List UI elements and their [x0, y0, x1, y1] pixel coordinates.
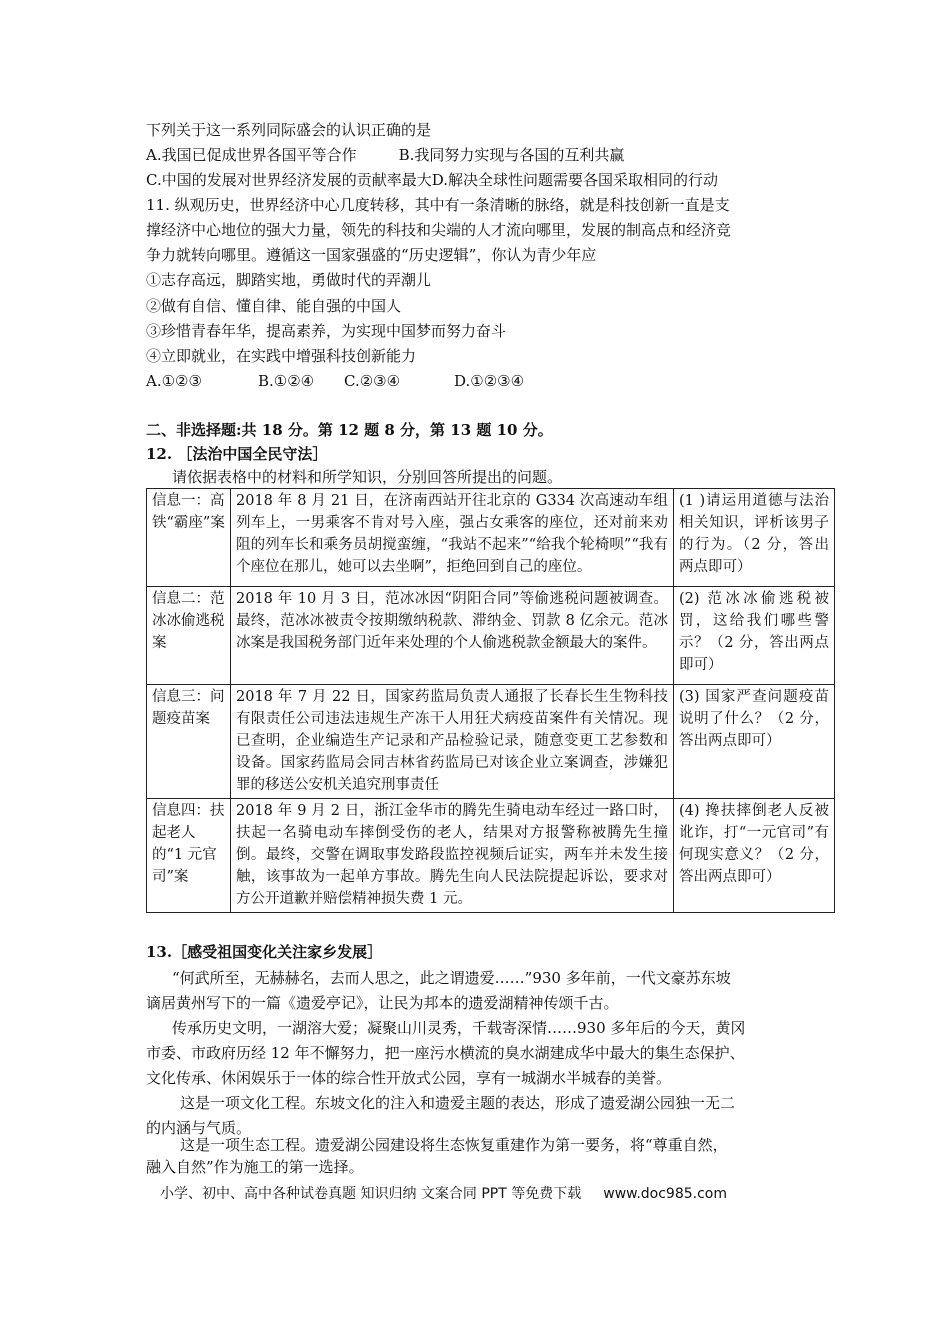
row-label: 信息四：扶起老人的“1 元官司”案 — [147, 799, 231, 913]
q10-option-b: B.我同努力实现与各国的互利共赢 — [398, 146, 625, 164]
q11-stem-line-2: 撑经济中心地位的强大力量，领先的科技和尖端的人才流向哪里，发展的制高点和经济竞 — [146, 221, 732, 239]
table-row — [147, 685, 835, 799]
row-content: 2018 年 10 月 3 日，范冰冰因“阴阳合同”等偷逃税问题被调查。最终，范冰冰被责令按期缴纳税款、滞纳金、罚款 8 亿余元。范冰冰案是我国税务部门近年来处理的个人偷逃税款金额最大的案件。 — [231, 587, 674, 685]
q10-stem: 下列关于这一系列同际盛会的认识正确的是 — [146, 121, 432, 139]
q13-para-line-3: 传承历史文明，一湖溶大爱；凝聚山川灵秀，千载寄深情……930 多年后的今天，黄冈 — [172, 1019, 746, 1037]
q10-option-c: C.中国的发展对世界经济发展的贡献率最大 — [146, 171, 432, 189]
q11-item-4: ④立即就业，在实践中增强科技创新能力 — [146, 347, 417, 365]
q10-option-a: A.我国已促成世界各国平等合作 — [146, 146, 357, 164]
q13-para-line-7: 的内涵与气质。 — [146, 1119, 252, 1137]
footer-text: 小学、初中、高中各种试卷真题 知识归纳 文案合同 PPT 等免费下载 — [160, 1186, 582, 1202]
row-content: 2018 年 7 月 22 日，国家药监局负责人通报了长春长生生物科技有限责任公司违法违规生产冻干人用狂犬病疫苗案件有关情况。现已查明，企业编造生产记录和产品检验记录，随意变更工艺参数和设备。国家药监局会同吉林省药监局已对该企业立案调查，涉嫌犯罪的移送公安机关追究刑事责任 — [231, 685, 674, 799]
table-row — [147, 489, 835, 587]
section-2-heading: 二、非选择题:共 18 分。第 12 题 8 分，第 13 题 10 分。 — [146, 421, 553, 439]
q11-stem-line-3: 争力就转向哪里。遵循这一国家强盛的“历史逻辑”，你认为青少年应 — [146, 246, 597, 264]
q11-item-3: ③珍惜青春年华，提高素养，为实现中国梦而努力奋斗 — [146, 322, 507, 340]
q11-choice-a: A.①②③ — [146, 372, 202, 390]
q11-choice-c: C.②③④ — [344, 372, 401, 390]
q13-para-line-4: 市委、市政府历经 12 年不懈努力，把一座污水横流的臭水湖建成华中最大的集生态保护、 — [146, 1044, 745, 1062]
q13-para-line-6: 这是一项文化工程。东坡文化的注入和遗爱主题的表达，形成了遗爱湖公园独一无二 — [180, 1094, 736, 1112]
q13-para-line-2: 谪居黄州写下的一篇《遗爱亭记》，让民为邦本的遗爱湖精神传颂千古。 — [146, 994, 619, 1012]
q11-item-2: ②做有自信、懂自律、能自强的中国人 — [146, 297, 402, 315]
row-question: (3) 国家严查问题疫苗说明了什么？（2 分，答出两点即可） — [674, 685, 835, 799]
q13-para-line-1: “何武所至，无赫赫名，去而人思之，此之谓遗爱……”930 多年前，一代文豪苏东坡 — [172, 969, 731, 987]
q12-instruction: 请依据表格中的材料和所学知识，分别回答所提出的问题。 — [172, 468, 563, 486]
q12-title: 12. ［法治中国全民守法］ — [146, 445, 328, 463]
table-row — [147, 799, 835, 913]
table-row — [147, 587, 835, 685]
q10-options-row-1 — [146, 143, 826, 168]
page-footer — [160, 1183, 840, 1205]
row-question: (1 )请运用道德与法治相关知识，评析该男子的行为。（2 分，答出两点即可） — [674, 489, 835, 587]
q11-stem-line-1: 11. 纵观历史，世界经济中心几度转移，其中有一条清晰的脉络，就是科技创新一直是支 — [146, 196, 730, 214]
q13-para-line-9-text: 融入自然”作为施工的第一选择。 — [146, 1158, 364, 1176]
row-content: 2018 年 9 月 2 日，浙江金华市的腾先生骑电动车经过一路口时，扶起一名骑电动车摔倒受伤的老人，结果对方报警称被腾先生撞倒。最终，交警在调取事发路段监控视频后证实，两车并未发生接触，该事故为一起单方事故。腾先生向人民法院提起诉讼，要求对方公开道歉并赔偿精神损失费 1 元。 — [231, 799, 674, 913]
footer-url[interactable]: www.doc985.com — [603, 1186, 727, 1202]
q13-title: 13.［感受祖国变化关注家乡发展］ — [146, 943, 383, 961]
row-label: 信息三：问题疫苗案 — [147, 685, 231, 799]
q12-info-table — [146, 488, 835, 913]
row-question: (2) 范冰冰偷逃税被罚，这给我们哪些警示？（2 分，答出两点即可） — [674, 587, 835, 685]
row-label: 信息二：范冰冰偷逃税案 — [147, 587, 231, 685]
q11-item-1: ①志存高远，脚踏实地，勇做时代的弄潮儿 — [146, 271, 432, 289]
q13-para-line-8: 这是一项生态工程。遗爱湖公园建设将生态恢复重建作为第一要务，将“尊重自然， — [180, 1136, 728, 1154]
q10-option-d: D.解决全球性问题需要各国采取相同的行动 — [431, 171, 718, 189]
q11-choice-d: D.①②③④ — [454, 372, 525, 390]
row-question: (4) 搀扶摔倒老人反被讹诈，打“一元官司”有何现实意义？（2 分，答出两点即可） — [674, 799, 835, 913]
q13-para-line-5: 文化传承、休闲娱乐于一体的综合性开放式公园，享有一城湖水半城春的美誉。 — [146, 1069, 672, 1087]
q11-choice-b: B.①②④ — [258, 372, 315, 390]
row-content: 2018 年 8 月 21 日，在济南西站开往北京的 G334 次高速动车组列车上，一男乘客不肯对号入座，强占女乘客的座位，还对前来劝阻的列车长和乘务员胡搅蛮缠，“我站不起来”“给我个轮椅呗”“我有个座位在那儿，她可以去坐啊”，拒绝回到自己的座位。 — [231, 489, 674, 587]
q10-options-row-2 — [146, 168, 826, 193]
row-label: 信息一：高铁“霸座”案 — [147, 489, 231, 587]
q11-choices — [146, 369, 826, 394]
